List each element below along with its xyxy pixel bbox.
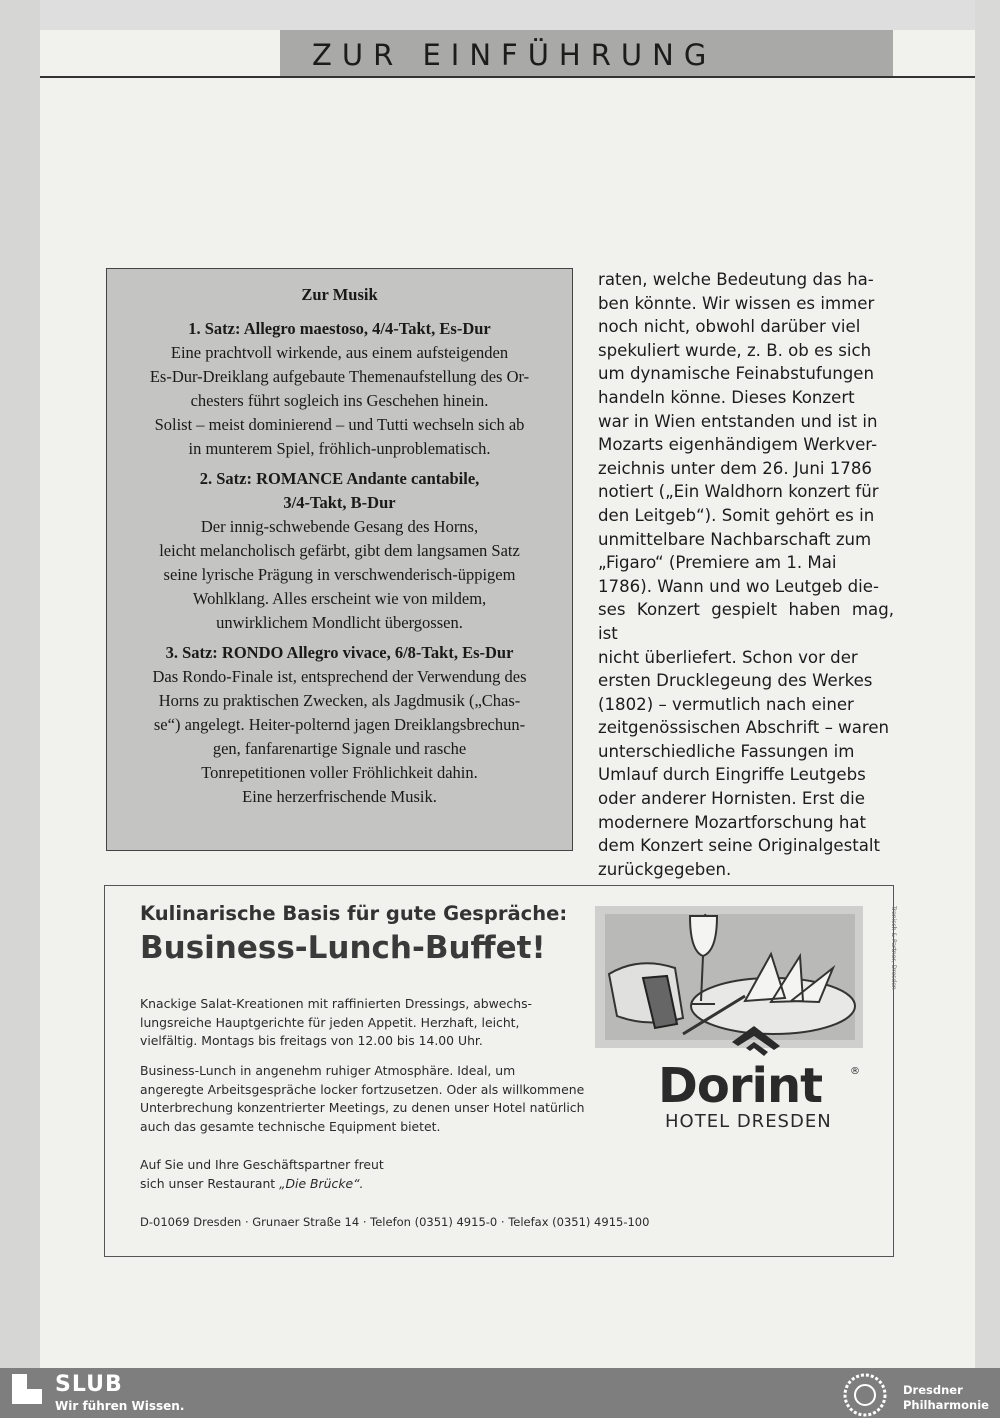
movement-3-line: se“) angelegt. Heiter-polternd jagen Dreiklangsbrechun-: [153, 715, 526, 734]
movement-3-line: Eine herzerfrischende Musik.: [242, 787, 437, 806]
ad-paragraph-1: [140, 995, 620, 1051]
body-line: handeln könne. Dieses Konzert: [598, 387, 855, 407]
body-line: „Figaro“ (Premiere am 1. Mai: [598, 553, 837, 573]
illustration-credit: Trenisch & Partner, Dresden: [890, 906, 897, 990]
ad-line-prefix: sich unser Restaurant: [140, 1175, 280, 1191]
ad-subtitle: Kulinarische Basis für gute Gespräche:: [140, 902, 568, 925]
ad-line: lungsreiche Hauptgerichte für jeden Appetit. Herzhaft, leicht,: [140, 1014, 520, 1030]
body-line: ersten Drucklegeung des Werkes: [598, 671, 873, 691]
music-info-box: [106, 268, 573, 851]
movement-1-line: Eine prachtvoll wirkende, aus einem aufsteigenden: [170, 343, 509, 362]
body-line: 1786). Wann und wo Leutgeb die-: [598, 576, 879, 596]
ad-line: Unterbrechung konzentrierter Meetings, zu denen unser Hotel natürlich: [140, 1100, 585, 1115]
partner-name-line-2: Philharmonie: [903, 1398, 989, 1412]
scan-right-edge: [975, 0, 1000, 1368]
slub-logo-icon: [12, 1374, 42, 1404]
body-line: Mozarts eigenhändigem Werkver-: [598, 435, 878, 455]
ad-line: auch das gesamte technische Equipment bietet.: [140, 1118, 441, 1134]
movement-2-heading: 2. Satz: ROMANCE Andante cantabile,: [199, 469, 480, 488]
body-line: unterschiedliche Fassungen im: [598, 741, 855, 761]
ad-line: [140, 1175, 620, 1194]
ad-line: Auf Sie und Ihre Geschäftspartner freut: [140, 1157, 384, 1172]
scan-left-edge: [0, 0, 40, 1368]
music-info-text: [127, 283, 552, 809]
hotel-name: HOTEL DRESDEN: [665, 1111, 832, 1132]
body-text-column: [598, 268, 894, 881]
ad-title: Business-Lunch-Buffet!: [140, 930, 546, 966]
body-line: zurückgegeben.: [598, 859, 732, 879]
ad-paragraph-3: [140, 1156, 620, 1193]
body-line: unmittelbare Nachbarschaft zum: [598, 529, 872, 549]
movement-3-line: Horns zu praktischen Zwecken, als Jagdmusik („Chas-: [158, 691, 521, 710]
movement-3-heading: 3. Satz: RONDO Allegro vivace, 6/8-Takt, Es-Dur: [165, 643, 514, 662]
movement-1-heading: 1. Satz: Allegro maestoso, 4/4-Takt, Es-Dur: [188, 319, 491, 338]
dorint-logo: Dorint: [658, 1058, 823, 1114]
restaurant-name: „Die Brücke“.: [279, 1175, 364, 1191]
movement-1-line: Es-Dur-Dreiklang aufgebaute Themenaufstellung des Or-: [149, 367, 530, 386]
movement-3-line: Das Rondo-Finale ist, entsprechend der Verwendung des: [152, 667, 527, 686]
body-line: notiert („Ein Waldhorn konzert für: [598, 482, 879, 502]
movement-2-line: Wohlklang. Alles erscheint wie von mildem,: [192, 589, 487, 608]
header-rule: [40, 76, 975, 78]
body-line: war in Wien entstanden und ist in: [598, 411, 878, 431]
slub-tagline: Wir führen Wissen.: [55, 1399, 185, 1413]
body-line: spekuliert wurde, z. B. ob es sich: [598, 340, 872, 360]
box-title: Zur Musik: [301, 285, 378, 304]
body-line: zeichnis unter dem 26. Juni 1786: [598, 458, 872, 478]
ad-line: Business-Lunch in angenehm ruhiger Atmosphäre. Ideal, um: [140, 1063, 516, 1078]
section-title: ZUR EINFÜHRUNG: [312, 38, 717, 72]
body-line: um dynamische Feinabstufungen: [598, 364, 875, 384]
movement-2-heading: 3/4-Takt, B-Dur: [283, 493, 396, 512]
hotel-advertisement: [104, 885, 897, 1257]
body-line: zeitgenössischen Abschrift – waren: [598, 718, 890, 738]
ad-line: Knackige Salat-Kreationen mit raffinierten Dressings, abwechs-: [140, 996, 533, 1011]
body-line: den Leitgeb“). Somit gehört es in: [598, 505, 875, 525]
body-line: dem Konzert seine Originalgestalt: [598, 836, 881, 856]
body-line: (1802) – vermutlich nach einer: [598, 694, 854, 714]
ad-line: vielfältig. Montags bis freitags von 12.00 bis 14.00 Uhr.: [140, 1033, 483, 1048]
body-line: nicht überliefert. Schon vor der: [598, 647, 858, 667]
movement-1-line: in munterem Spiel, fröhlich-unproblematisch.: [188, 439, 491, 458]
body-line: Umlauf durch Eingriffe Leutgebs: [598, 765, 866, 785]
movement-2-line: unwirklichem Mondlicht übergossen.: [216, 613, 463, 632]
hotel-address: D-01069 Dresden · Grunaer Straße 14 · Telefon (0351) 4915-0 · Telefax (0351) 4915-100: [140, 1215, 650, 1229]
movement-2-line: Der innig-schwebende Gesang des Horns,: [200, 517, 479, 536]
registered-mark: ®: [850, 1066, 860, 1077]
body-line: modernere Mozartforschung hat: [598, 812, 867, 832]
ad-line: angeregte Arbeitsgespräche locker fortzusetzen. Oder als willkommene: [140, 1081, 585, 1097]
movement-2-line: seine lyrische Prägung in verschwenderisch-üppigem: [163, 565, 516, 584]
movement-3-line: gen, fanfarenartige Signale und rasche: [212, 739, 467, 758]
movement-1-line: Solist – meist dominierend – und Tutti wechseln sich ab: [154, 415, 525, 434]
slub-name: SLUB: [55, 1372, 123, 1397]
body-line: ben könnte. Wir wissen es immer: [598, 293, 875, 313]
movement-2-line: leicht melancholisch gefärbt, gibt dem langsamen Satz: [159, 541, 520, 560]
body-line: ses Konzert gespielt haben mag, ist: [598, 600, 894, 643]
movement-3-line: Tonrepetitionen voller Fröhlichkeit dahin.: [201, 763, 478, 782]
body-line: raten, welche Bedeutung das ha-: [598, 270, 874, 289]
partner-name-line-1: Dresdner: [903, 1383, 963, 1397]
philharmonie-logo-icon: [842, 1372, 888, 1418]
body-line: oder anderer Hornisten. Erst die: [598, 789, 865, 809]
movement-1-line: chesters führt sogleich ins Geschehen hinein.: [190, 391, 489, 410]
ad-paragraph-2: [140, 1062, 620, 1136]
body-line: noch nicht, obwohl darüber viel: [598, 317, 861, 337]
